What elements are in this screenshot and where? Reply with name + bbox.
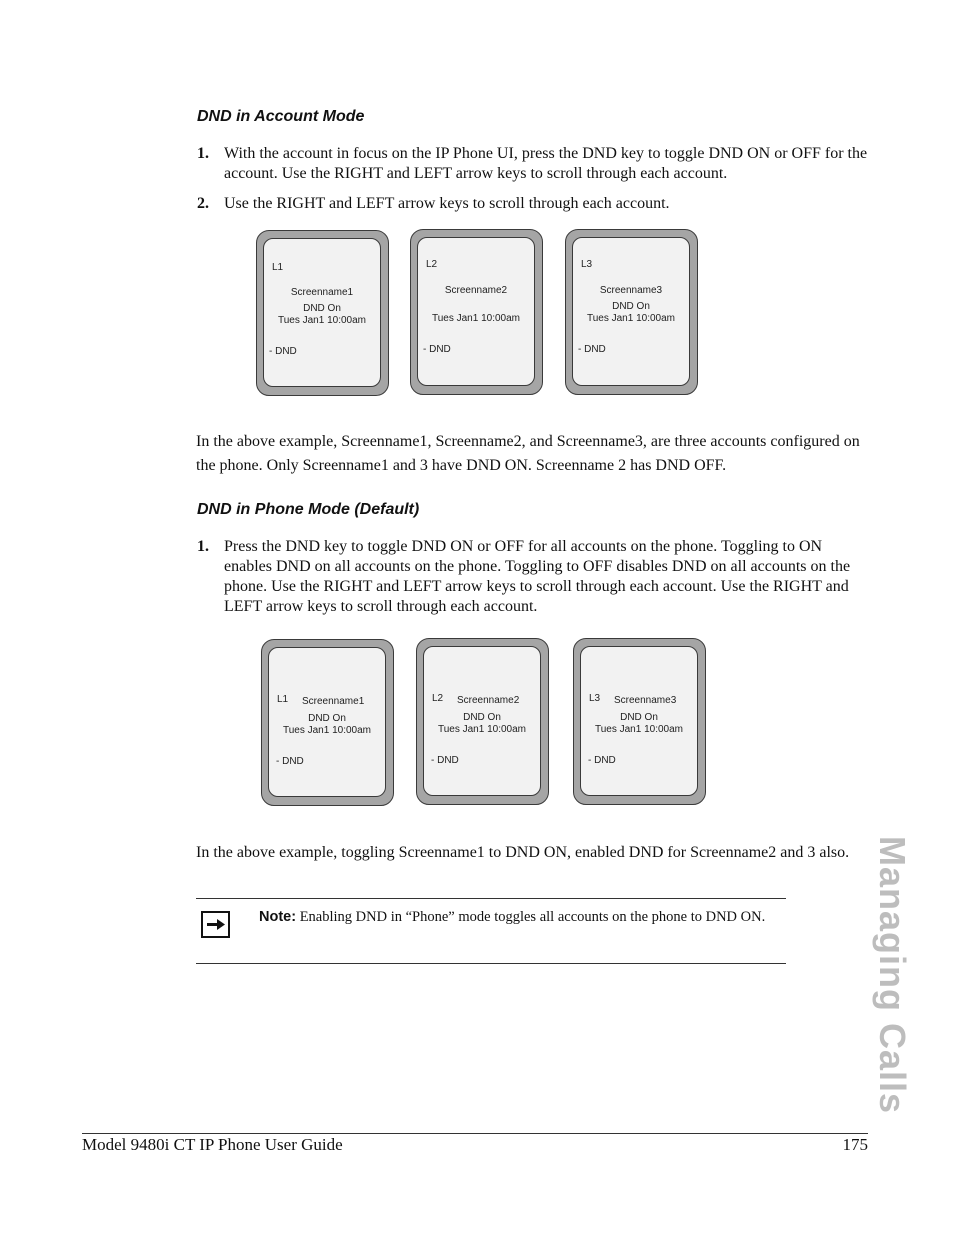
arrow-right-icon xyxy=(201,911,230,938)
dnd-softkey: - DND xyxy=(423,344,451,355)
dnd-softkey: - DND xyxy=(431,755,459,766)
line-label: L3 xyxy=(589,693,601,704)
phone-screen-l1 xyxy=(256,230,389,396)
account-mode-steps xyxy=(197,144,869,214)
dnd-status: DND On xyxy=(612,301,650,312)
dnd-softkey: - DND xyxy=(276,756,304,767)
phone-screen-l3 xyxy=(565,229,698,395)
step-text: With the account in focus on the IP Phone UI, press the DND key to toggle DND ON or OFF for the account. Use the RIGHT and LEFT arrow keys to scroll through each account. xyxy=(224,145,868,182)
phone-screen-l1 xyxy=(261,639,394,806)
dnd-status: DND On xyxy=(463,712,501,723)
line-label: L1 xyxy=(277,694,289,705)
screen-name: Screenname1 xyxy=(302,696,365,707)
chapter-side-tab xyxy=(864,835,920,1115)
step-number: 1. xyxy=(197,538,209,555)
screen-name: Screenname2 xyxy=(457,695,520,706)
footer-title: Model 9480i CT IP Phone User Guide xyxy=(82,1135,343,1154)
phone-display xyxy=(417,237,535,386)
dnd-softkey: - DND xyxy=(588,755,616,766)
dnd-status: DND On xyxy=(308,713,346,724)
note-text xyxy=(259,907,784,927)
line-label: L3 xyxy=(581,259,593,270)
date-time: Tues Jan1 10:00am xyxy=(437,724,527,735)
phone-screen-l3 xyxy=(573,638,706,805)
dnd-status: DND On xyxy=(620,712,658,723)
screen-name: Screenname3 xyxy=(599,285,663,296)
step-number: 2. xyxy=(197,195,209,212)
chapter-title: Managing Calls xyxy=(872,835,913,1115)
screen-name: Screenname2 xyxy=(444,285,508,296)
phone-display xyxy=(268,647,386,797)
date-time: Tues Jan1 10:00am xyxy=(282,725,372,736)
note-label: Note: xyxy=(259,909,297,925)
screen-name: Screenname1 xyxy=(290,287,354,298)
phone-display xyxy=(423,646,541,796)
phone-screen-l2 xyxy=(410,229,543,395)
phone-display xyxy=(263,238,381,387)
phone-screen-l2 xyxy=(416,638,549,805)
account-mode-explanation: In the above example, Screenname1, Screenname2, and Screenname3, are three accounts configured on the phone. Only Screenname1 and 3 have DND ON. Screenname 2 has DND OFF. xyxy=(196,433,860,474)
screen-name: Screenname3 xyxy=(614,695,677,706)
page-number: 175 xyxy=(842,1135,868,1154)
note-box xyxy=(196,898,786,964)
section-heading-account-mode: DND in Account Mode xyxy=(197,108,365,125)
note-body: Enabling DND in “Phone” mode toggles all accounts on the phone to DND ON. xyxy=(299,909,766,925)
phone-mode-explanation: In the above example, toggling Screenname1 to DND ON, enabled DND for Screenname2 and 3 also. xyxy=(196,844,850,861)
step-item xyxy=(197,194,869,214)
section-heading-phone-mode: DND in Phone Mode (Default) xyxy=(197,501,420,518)
line-label: L2 xyxy=(432,693,444,704)
date-time: Tues Jan1 10:00am xyxy=(431,313,521,324)
dnd-status: DND On xyxy=(303,303,341,314)
step-number: 1. xyxy=(197,145,209,162)
step-text: Press the DND key to toggle DND ON or OFF for all accounts on the phone. Toggling to ON enables DND on all accounts on the phone. Toggling to OFF disables DND on all accounts on the phone. Use the RIGHT and LEFT arrow keys to scroll through each account. Use the RIGHT and LEFT arrow keys to scroll through each account. xyxy=(224,538,851,615)
footer-rule xyxy=(82,1133,868,1134)
step-text: Use the RIGHT and LEFT arrow keys to scroll through each account. xyxy=(224,195,670,212)
date-time: Tues Jan1 10:00am xyxy=(277,315,367,326)
step-item xyxy=(197,537,869,617)
dnd-softkey: - DND xyxy=(269,346,297,357)
line-label: L2 xyxy=(426,259,438,270)
phone-mode-steps xyxy=(197,537,869,617)
step-item xyxy=(197,144,869,184)
date-time: Tues Jan1 10:00am xyxy=(586,313,676,324)
dnd-softkey: - DND xyxy=(578,344,606,355)
line-label: L1 xyxy=(272,262,284,273)
phone-display xyxy=(580,646,698,796)
phone-display xyxy=(572,237,690,386)
date-time: Tues Jan1 10:00am xyxy=(594,724,684,735)
